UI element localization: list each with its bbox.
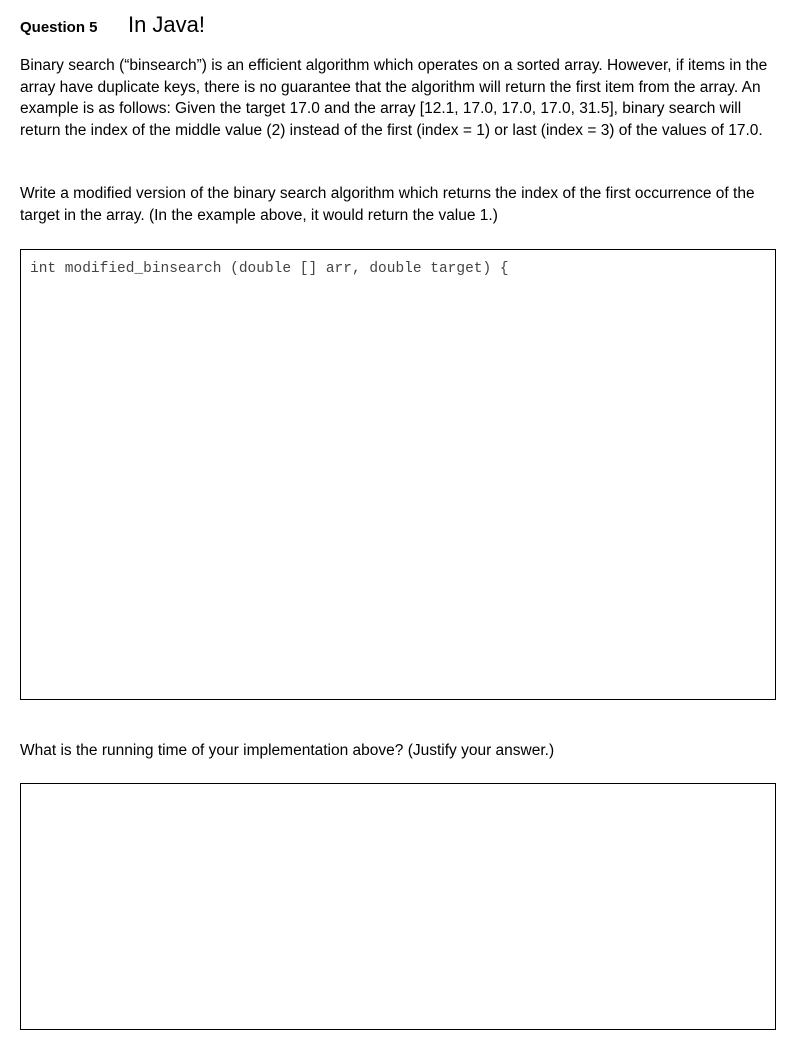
question-number: Question 5 <box>20 19 98 36</box>
running-time-answer-box[interactable] <box>20 783 776 1030</box>
starter-code-line[interactable]: int modified_binsearch (double [] arr, double target) { <box>30 261 509 277</box>
running-time-question: What is the running time of your implementation above? (Justify your answer.) <box>20 742 555 759</box>
task-instructions: Write a modified version of the binary search algorithm which returns the index of the first occurrence of the target in the array. (In the example above, it would return the value 1.) <box>20 185 755 224</box>
question-title: In Java! <box>127 12 206 37</box>
question-header <box>20 12 205 38</box>
code-answer-box[interactable] <box>20 249 776 700</box>
problem-description: Binary search (“binsearch”) is an efficient algorithm which operates on a sorted array. However, if items in the array have duplicate keys, there is no guarantee that the algorithm will return the first item from the array. An example is as follows: Given the target 17.0 and the array [12.1, 17.0, 17.0, 17.0, 31.5], binary search will return the index of the middle value (2) instead of the first (index = 1) or last (index = 3) of the values of 17.0. <box>20 57 768 139</box>
